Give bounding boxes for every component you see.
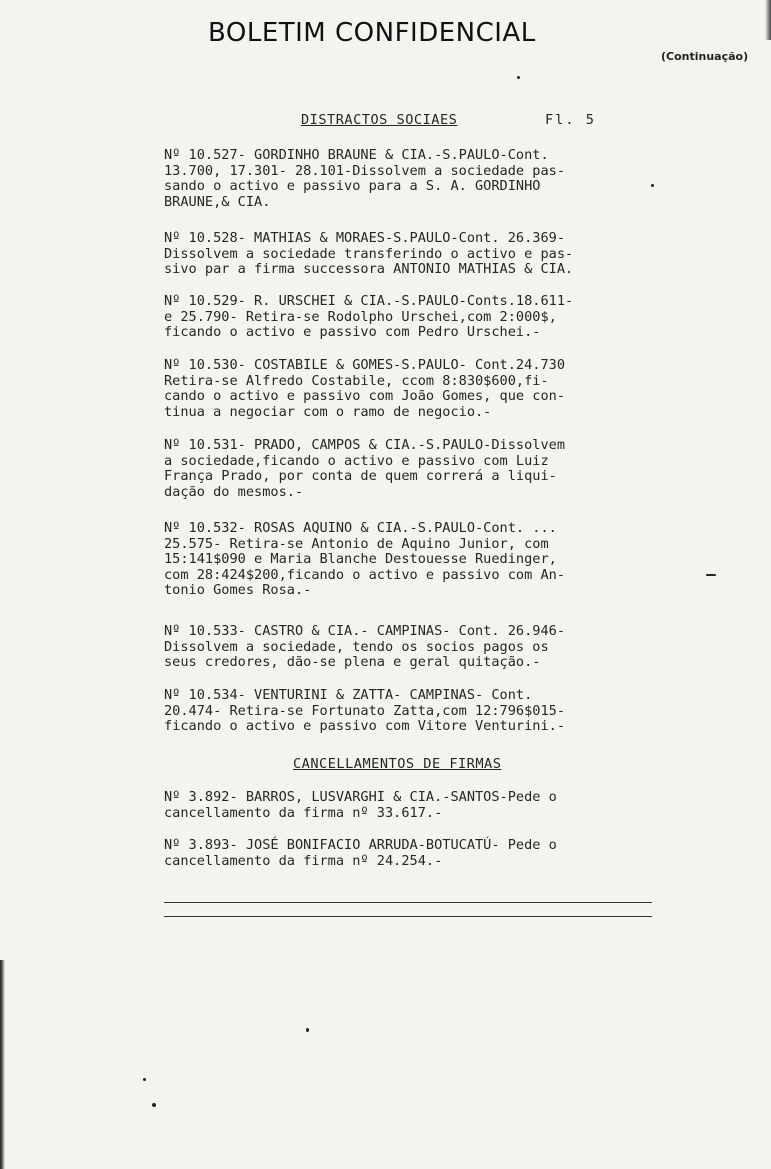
entry-10528: Nº 10.528- MATHIAS & MORAES-S.PAULO-Cont. 26.369- Dissolvem a sociedade transferindo o activo e pas- sivo par a firma successora ANTONIO MATHIAS & CIA. [164,230,574,277]
entry-3893: Nº 3.893- JOSÉ BONIFACIO ARRUDA-BOTUCATÚ- Pede o cancellamento da firma nº 24.254.- [164,837,557,869]
scan-shadow-left [0,960,5,1169]
scan-speck [651,184,654,187]
scan-shadow-right [765,0,771,40]
entry-10527: Nº 10.527- GORDINHO BRAUNE & CIA.-S.PAULO-Cont. 13.700, 17.301- 28.101-Dissolvem a sociedade pas- sando o activo e passivo para a S. A. GORDINHO BRAUNE,& CIA. [164,147,566,210]
scan-speck [306,1028,309,1032]
section-heading-distractos: DISTRACTOS SOCIAES [301,112,458,128]
entry-10534: Nº 10.534- VENTURINI & ZATTA- CAMPINAS- Cont. 20.474- Retira-se Fortunato Zatta,com 12:796$015- ficando o activo e passivo com Vitore Venturini.- [164,687,566,734]
entry-10530: Nº 10.530- COSTABILE & GOMES-S.PAULO- Cont.24.730 Retira-se Alfredo Costabile, ccom 8:830$600,fi- cando o activo e passivo com João Gomes, que con- tinua a negociar com o ramo de negocio.- [164,357,566,420]
page-title: BOLETIM CONFIDENCIAL [208,18,536,48]
entry-10532: Nº 10.532- ROSAS AQUINO & CIA.-S.PAULO-Cont. ... 25.575- Retira-se Antonio de Aquino Junior, com 15:141$090 e Maria Blanche Destouesse Ruedinger, com 28:424$200,ficando o activo e passivo com An- tonio Gomes Rosa.- [164,520,566,598]
entry-10533: Nº 10.533- CASTRO & CIA.- CAMPINAS- Cont. 26.946- Dissolvem a sociedade, tendo os socios pagos os seus credores, dão-se plena e geral quitação.- [164,623,566,670]
closing-rule-bottom [164,916,652,917]
section-heading-cancellamentos: CANCELLAMENTOS DE FIRMAS [293,756,502,772]
entry-3892: Nº 3.892- BARROS, LUSVARGHI & CIA.-SANTOS-Pede o cancellamento da firma nº 33.617.- [164,789,557,821]
entry-10529: Nº 10.529- R. URSCHEI & CIA.-S.PAULO-Conts.18.611- e 25.790- Retira-se Rodolpho Urschei,com 2:000$, ficando o activo e passivo com Pedro Urschei.- [164,293,574,340]
scan-speck [143,1078,146,1081]
entry-10531: Nº 10.531- PRADO, CAMPOS & CIA.-S.PAULO-Dissolvem a sociedade,ficando o activo e passivo com Luiz França Prado, por conta de quem correrá a liqui- dação do mesmos.- [164,437,566,500]
scan-speck [152,1103,156,1107]
continuation-label: (Continuação) [661,50,749,63]
scan-speck [706,574,716,576]
scan-speck [517,76,520,79]
closing-rule-top [164,902,652,903]
folio-number: Fl. 5 [545,112,596,128]
